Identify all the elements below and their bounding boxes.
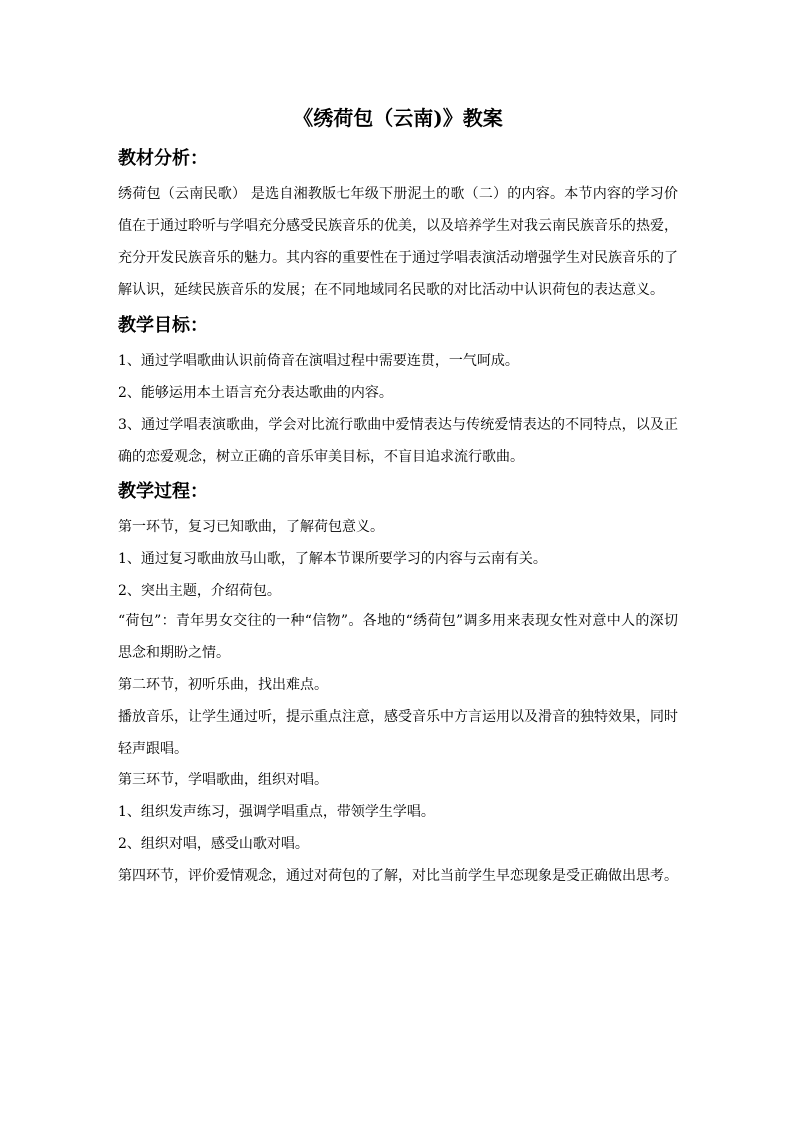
analysis-paragraph: 绣荷包（云南民歌） 是选自湘教版七年级下册泥土的歌（二）的内容。本节内容的学习价值在于通过聆听与学唱充分感受民族音乐的优美，以及培养学生对我云南民族音乐的热爱，充分开发民族音乐的魅力。其内容的重要性在于通过学唱表演活动增强学生对民族音乐的了解认识，延续民族音乐的发展；在不同地域同名民歌的对比活动中认识荷包的表达意义。 [118, 186, 678, 298]
process-item: “荷包”：青年男女交往的一种“信物”。各地的“绣荷包”调多用来表现女性对意中人的深切思念和期盼之情。 [118, 613, 678, 661]
objective-item: 2、能够运用本土语言充分表达歌曲的内容。 [118, 385, 393, 401]
process-item: 2、突出主题，介绍荷包。 [118, 583, 281, 599]
objective-item: 1、通过学唱歌曲认识前倚音在演唱过程中需要连贯，一气呵成。 [118, 353, 519, 369]
process-item: 第一环节，复习已知歌曲，了解荷包意义。 [118, 519, 384, 535]
process-item: 1、组织发声练习，强调学唱重点，带领学生学唱。 [118, 804, 435, 820]
document-title: 《绣荷包（云南)》教案 [293, 106, 503, 130]
section-heading-process: 教学过程： [118, 481, 208, 502]
process-item: 2、组织对唱，感受山歌对唱。 [118, 836, 309, 852]
process-item: 播放音乐，让学生通过听，提示重点注意，感受音乐中方言运用以及滑音的独特效果，同时轻声跟唱。 [118, 709, 678, 757]
process-item: 1、通过复习歌曲放马山歌，了解本节课所要学习的内容与云南有关。 [118, 551, 547, 567]
objective-item: 3、通过学唱表演歌曲，学会对比流行歌曲中爱情表达与传统爱情表达的不同特点，以及正确的恋爱观念，树立正确的音乐审美目标，不盲目追求流行歌曲。 [118, 417, 678, 465]
section-heading-objectives: 教学目标： [118, 315, 208, 336]
section-heading-analysis: 教材分析： [118, 148, 208, 169]
process-item: 第二环节，初听乐曲，找出难点。 [118, 677, 328, 693]
process-item: 第四环节，评价爱情观念，通过对荷包的了解，对比当前学生早恋现象是受正确做出思考。 [118, 868, 678, 884]
process-item: 第三环节，学唱歌曲，组织对唱。 [118, 772, 328, 788]
